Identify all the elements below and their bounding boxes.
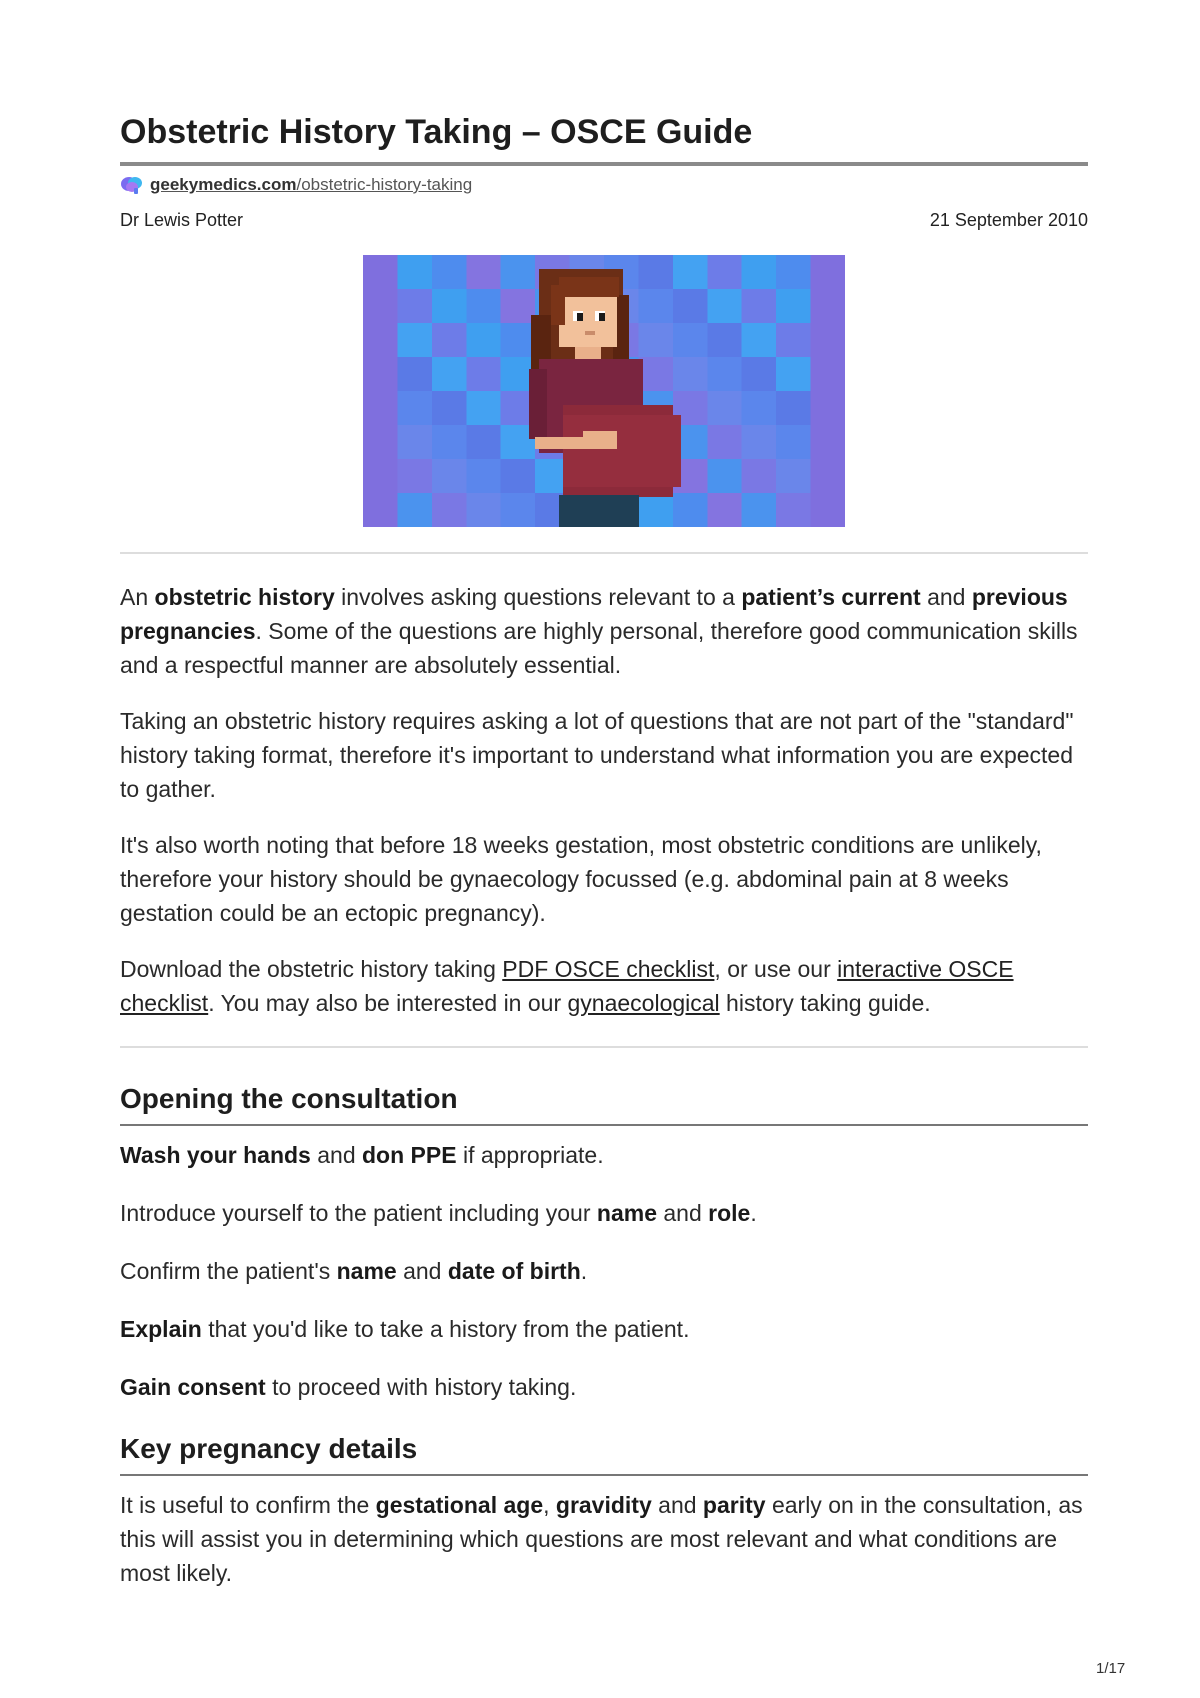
background-tile	[501, 289, 536, 324]
source-domain: geekymedics.com	[150, 175, 297, 194]
background-tile	[638, 357, 673, 392]
background-tile	[811, 323, 845, 358]
background-tile	[811, 357, 845, 392]
section-heading-key-details: Key pregnancy details	[120, 1432, 1088, 1476]
background-tile	[501, 323, 536, 358]
source-line	[120, 174, 1088, 196]
background-tile	[742, 391, 777, 426]
background-tile	[363, 493, 398, 527]
background-tile	[776, 493, 811, 527]
article-meta	[120, 210, 1088, 231]
interactive-checklist-link[interactable]: interactive OSCE checklist	[120, 956, 1014, 1016]
background-tile	[742, 255, 777, 290]
background-tile	[776, 391, 811, 426]
opening-steps	[120, 1138, 1088, 1404]
step-wash-hands: Wash your hands and don PPE if appropriate.	[120, 1142, 604, 1168]
background-tile	[466, 255, 501, 290]
background-tile	[707, 459, 742, 494]
background-tile	[742, 323, 777, 358]
background-tile	[638, 493, 673, 527]
background-tile	[742, 357, 777, 392]
article	[120, 112, 1088, 1590]
background-tile	[673, 255, 708, 290]
step-confirm: Confirm the patient's name and date of birth.	[120, 1258, 588, 1284]
intro-section	[120, 580, 1088, 1020]
background-tile	[432, 391, 467, 426]
key-details-section	[120, 1488, 1088, 1590]
background-tile	[501, 255, 536, 290]
background-tile	[707, 425, 742, 460]
step-consent: Gain consent to proceed with history taking.	[120, 1374, 577, 1400]
background-tile	[776, 255, 811, 290]
background-tile	[707, 493, 742, 527]
background-tile	[707, 323, 742, 358]
background-tile	[466, 289, 501, 324]
background-tile	[776, 323, 811, 358]
background-tile	[707, 289, 742, 324]
background-tile	[363, 357, 398, 392]
divider	[120, 552, 1088, 554]
background-tile	[673, 357, 708, 392]
background-tile	[638, 323, 673, 358]
brain-logo-icon	[120, 175, 144, 195]
background-tile	[466, 493, 501, 527]
background-tile	[432, 493, 467, 527]
publish-date: 21 September 2010	[929, 210, 1088, 230]
background-tile	[673, 323, 708, 358]
background-tile	[363, 323, 398, 358]
background-tile	[776, 459, 811, 494]
background-tile	[638, 289, 673, 324]
background-tile	[501, 459, 536, 494]
background-tile	[811, 391, 845, 426]
intro-paragraph-2: Taking an obstetric history requires asking a lot of questions that are not part of the "standard" history taking format, therefore it's important to understand what information you are expected to gather.	[120, 708, 1074, 802]
intro-paragraph-3: It's also worth noting that before 18 weeks gestation, most obstetric conditions are unlikely, therefore your history should be gynaecology focussed (e.g. abdominal pain at 8 weeks gestation could be an ectopic pregnancy).	[120, 832, 1042, 926]
source-link[interactable]	[150, 175, 472, 195]
key-details-paragraph: It is useful to confirm the gestational age, gravidity and parity early on in the consultation, as this will assist you in determining which questions are most relevant and what conditions are most likely.	[120, 1492, 1083, 1586]
background-tile	[397, 289, 432, 324]
background-tile	[432, 425, 467, 460]
background-tile	[397, 255, 432, 290]
background-tile	[397, 391, 432, 426]
intro-paragraph-1: An obstetric history involves asking questions relevant to a patient’s current and previous pregnancies. Some of the questions are highly personal, therefore good communication skills and a respectful manner are absolutely essential.	[120, 584, 1078, 678]
background-tile	[638, 255, 673, 290]
background-tile	[397, 459, 432, 494]
background-tile	[776, 357, 811, 392]
background-tile	[811, 493, 845, 527]
background-tile	[673, 289, 708, 324]
background-tile	[811, 459, 845, 494]
background-tile	[742, 425, 777, 460]
background-tile	[432, 323, 467, 358]
pdf-checklist-link[interactable]: PDF OSCE checklist	[502, 956, 715, 982]
page-title: Obstetric History Taking – OSCE Guide	[120, 112, 1088, 166]
hero-image	[363, 255, 845, 527]
background-tile	[673, 493, 708, 527]
background-tile	[466, 459, 501, 494]
background-tile	[432, 357, 467, 392]
background-tile	[707, 357, 742, 392]
background-tile	[466, 357, 501, 392]
background-tile	[742, 493, 777, 527]
background-tile	[397, 357, 432, 392]
background-tile	[466, 425, 501, 460]
background-tile	[432, 289, 467, 324]
background-tile	[466, 323, 501, 358]
background-tile	[397, 323, 432, 358]
background-tile	[363, 459, 398, 494]
background-tile	[811, 255, 845, 290]
background-tile	[811, 425, 845, 460]
intro-paragraph-4: Download the obstetric history taking PDF OSCE checklist, or use our interactive OSCE checklist. You may also be interested in our gynaecological history taking guide.	[120, 956, 1014, 1016]
gynaecological-guide-link[interactable]: gynaecological	[567, 990, 720, 1016]
background-tile	[397, 493, 432, 527]
background-tile	[776, 425, 811, 460]
background-tile	[363, 425, 398, 460]
background-tile	[811, 289, 845, 324]
background-tile	[432, 255, 467, 290]
section-heading-opening: Opening the consultation	[120, 1082, 1088, 1126]
background-tile	[776, 289, 811, 324]
background-tile	[466, 391, 501, 426]
background-tile	[742, 289, 777, 324]
background-tile	[742, 459, 777, 494]
background-tile	[501, 493, 536, 527]
author: Dr Lewis Potter	[120, 210, 244, 230]
background-tile	[432, 459, 467, 494]
background-tile	[397, 425, 432, 460]
page-number: 1/17	[1096, 1660, 1126, 1677]
background-tile	[363, 391, 398, 426]
background-tile	[707, 255, 742, 290]
background-tile	[363, 255, 398, 290]
step-introduce: Introduce yourself to the patient including your name and role.	[120, 1200, 757, 1226]
source-path: /obstetric-history-taking	[296, 175, 473, 194]
background-tile	[363, 289, 398, 324]
step-explain: Explain that you'd like to take a history from the patient.	[120, 1316, 690, 1342]
background-tile	[707, 391, 742, 426]
divider	[120, 1046, 1088, 1048]
